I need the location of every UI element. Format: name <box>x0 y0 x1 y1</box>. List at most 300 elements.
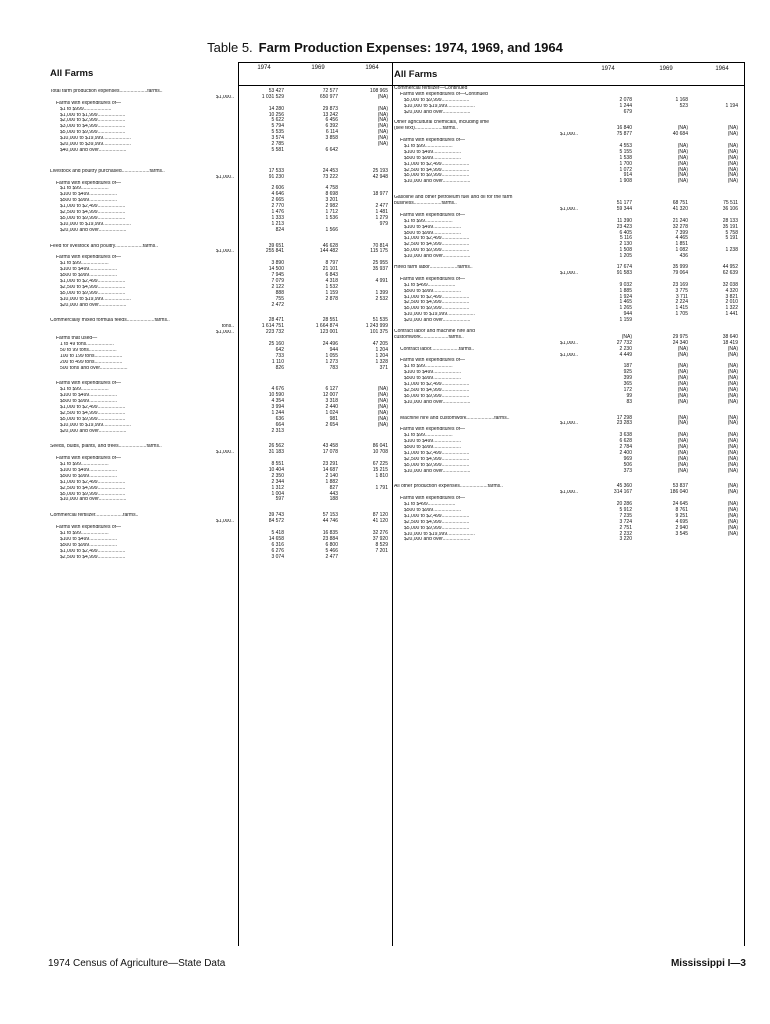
cell-1974: 6 276 <box>271 547 284 554</box>
row-label: $20,000 to $39,999.................... <box>60 142 131 148</box>
cell-1969: 443 <box>329 490 338 497</box>
cell-1974: 4 676 <box>271 386 284 393</box>
row-label: $5,000 to $9,999.................... <box>404 525 470 531</box>
cell-1969: 2 224 <box>675 299 688 306</box>
cell-1974: 5 794 <box>271 123 284 130</box>
cell-1964: (NA) <box>377 129 388 136</box>
cell-1974: 2 344 <box>271 478 284 485</box>
cell-1974: 3 638 <box>619 432 632 439</box>
cell-1974: 17 298 <box>616 414 632 421</box>
cell-1974: 1 244 <box>271 409 284 416</box>
cell-1964: 371 <box>379 364 388 371</box>
row-label: $1,000.. <box>559 490 578 496</box>
row-label: $1,000.. <box>559 352 578 358</box>
cell-1974: 2 230 <box>619 345 632 352</box>
cell-1964: (NA) <box>377 409 388 416</box>
cell-1974: 1 244 <box>619 102 632 109</box>
row-label: $1,000.. <box>559 207 578 213</box>
cell-1969: 23 884 <box>322 535 338 542</box>
left-year-1964: 1964 <box>365 65 379 71</box>
cell-1964: (NA) <box>377 111 388 118</box>
right-year-1964: 1964 <box>715 66 729 72</box>
row-label: Farms with expenditures of— <box>56 100 122 106</box>
cell-1974: 969 <box>623 455 632 462</box>
cell-1964: (NA) <box>727 125 738 132</box>
cell-1964: 28 133 <box>722 217 738 224</box>
cell-1964: 47 205 <box>372 340 388 347</box>
row-label: $5,000 to $9,999.................... <box>60 491 126 497</box>
cell-1969: 1 024 <box>325 409 338 416</box>
cell-1964: (NA) <box>377 117 388 124</box>
cell-1969: 5 466 <box>325 547 338 554</box>
cell-1964: 25 193 <box>372 167 388 174</box>
cell-1974: 506 <box>623 461 632 468</box>
cell-1969: 123 001 <box>319 329 338 336</box>
cell-1969: (NA) <box>677 351 688 358</box>
cell-1969: 8 761 <box>675 507 688 513</box>
cell-1964: 36 106 <box>722 206 738 213</box>
cell-1974: 75 877 <box>616 131 632 138</box>
cell-1969: 68 751 <box>672 200 688 207</box>
cell-1964: 4 320 <box>725 287 738 294</box>
row-label: Feed for livestock and poultry....................farms.. <box>50 243 159 249</box>
row-label: $1 to $999.................... <box>60 106 112 112</box>
cell-1969: 2 440 <box>325 403 338 410</box>
cell-1969: 53 837 <box>672 483 688 490</box>
row-label: $10,000 to $19,999.................... <box>60 296 131 302</box>
cell-1974: 1 072 <box>619 166 632 173</box>
cell-1964: (NA) <box>727 501 738 508</box>
cell-1964: 1 328 <box>375 358 388 365</box>
cell-1964: 37 920 <box>372 535 388 542</box>
cell-1969: 17 078 <box>322 449 338 456</box>
right-year-1974: 1974 <box>601 66 615 72</box>
cell-1974: 1 031 529 <box>261 93 284 100</box>
cell-1969: 1 851 <box>675 241 688 248</box>
row-label: $1,000 to $2,499.................... <box>404 513 470 519</box>
row-label: $2,500 to $4,999.................... <box>404 242 470 248</box>
row-label: $5,000 to $9,999.................... <box>404 248 470 254</box>
row-label: 500 tons and over.................... <box>60 365 128 371</box>
right-rule <box>744 62 745 946</box>
cell-1974: 1 908 <box>619 178 632 185</box>
cell-1969: 6 800 <box>325 541 338 548</box>
row-label: $1,000.. <box>215 330 234 336</box>
cell-1969: (NA) <box>677 369 688 376</box>
cell-1974: 1 700 <box>619 160 632 167</box>
cell-1969: (NA) <box>677 461 688 468</box>
row-label: $500 to $999.................... <box>60 542 117 548</box>
cell-1964: (NA) <box>727 414 738 421</box>
row-label: $2,500 to $4,999.................... <box>60 485 126 491</box>
cell-1964: (NA) <box>727 392 738 399</box>
cell-1964: 5 758 <box>725 229 738 236</box>
cell-1969: 6 127 <box>325 386 338 393</box>
cell-1964: 10 708 <box>372 449 388 456</box>
cell-1964: (NA) <box>727 467 738 474</box>
cell-1964: (NA) <box>727 148 738 155</box>
cell-1969: 1 168 <box>675 96 688 103</box>
cell-1969: 13 242 <box>322 111 338 118</box>
row-label: $10,000 to $19,999.................... <box>404 312 475 318</box>
cell-1964: 86 041 <box>372 443 388 450</box>
cell-1964: (NA) <box>727 154 738 161</box>
cell-1974: 51 177 <box>616 200 632 207</box>
row-label: $1 to $99.................... <box>60 387 109 393</box>
row-label: Farms with expenditures of— <box>400 212 466 218</box>
cell-1964: 979 <box>379 220 388 227</box>
row-label: $1 to $99.................... <box>60 531 109 536</box>
cell-1974: 914 <box>623 172 632 179</box>
cell-1964: 5 191 <box>725 235 738 242</box>
row-label: (see text)....................farms.. <box>394 126 458 132</box>
row-label: $1,000 to $2,499.................... <box>404 294 470 300</box>
row-label: $1,000.. <box>215 249 234 255</box>
cell-1974: 679 <box>623 108 632 115</box>
cell-1964: (NA) <box>727 363 738 370</box>
cell-1974: 26 562 <box>268 443 284 450</box>
cell-1974: 314 167 <box>613 489 632 496</box>
cell-1974: 14 658 <box>268 535 284 542</box>
row-label: 1 to 49 tons.................... <box>60 341 114 347</box>
cell-1964: (NA) <box>377 93 388 100</box>
row-label: $20,000 and over.................... <box>60 428 127 434</box>
row-label: Farms with expenditures of— <box>400 276 466 282</box>
cell-1969: 24 496 <box>322 340 338 347</box>
cell-1974: 1 265 <box>619 305 632 312</box>
row-label: $10,000 and over.................... <box>404 254 471 260</box>
row-label: Farms with expenditures of— <box>400 358 466 364</box>
cell-1969: (NA) <box>677 148 688 155</box>
row-label: Commercially mixed formula feeds....................farms.. <box>50 318 170 324</box>
table-title <box>0 40 770 55</box>
cell-1964: (NA) <box>727 461 738 468</box>
cell-1974: 2 770 <box>271 203 284 210</box>
row-label: business....................farms.. <box>394 201 457 207</box>
cell-1974: 7 235 <box>619 512 632 519</box>
cell-1964: 1 238 <box>725 247 738 254</box>
row-label: $2,000 to $2,999.................... <box>60 118 126 124</box>
row-label: Contract labor....................farms.. <box>400 346 475 352</box>
cell-1974: 888 <box>275 289 284 296</box>
cell-1969: 44 746 <box>322 518 338 525</box>
cell-1974: 5 581 <box>271 146 284 153</box>
cell-1964: (NA) <box>727 380 738 387</box>
row-label: All other production expenses....................farms.. <box>394 484 503 490</box>
right-column-header <box>392 62 744 86</box>
cell-1964: 18 419 <box>722 339 738 346</box>
cell-1969: 46 628 <box>322 242 338 249</box>
cell-1964: 1 279 <box>375 214 388 221</box>
right-table-body <box>392 86 744 543</box>
footer-page: Mississippi I—3 <box>670 958 746 969</box>
row-label: Farms with expenditures of—Continued <box>400 91 488 97</box>
cell-1974: 1 205 <box>619 253 632 260</box>
cell-1964: 32 276 <box>372 530 388 536</box>
cell-1964: (NA) <box>727 420 738 427</box>
cell-1964: 42 948 <box>372 173 388 180</box>
cell-1974: 53 427 <box>268 88 284 94</box>
row-label: $10,000 to $19,999.................... <box>60 221 131 227</box>
cell-1964: (NA) <box>727 524 738 531</box>
cell-1974: 2 751 <box>619 524 632 531</box>
cell-1974: 5 155 <box>619 148 632 155</box>
row-label: $1,000 to $2,499.................... <box>404 381 470 387</box>
cell-1964: 1 399 <box>375 289 388 296</box>
cell-1969: 1 536 <box>325 214 338 221</box>
cell-1964: 2 532 <box>375 295 388 302</box>
cell-1969: 6 843 <box>325 272 338 279</box>
cell-1969: 1 566 <box>325 226 338 233</box>
cell-1969: 1 532 <box>325 283 338 290</box>
cell-1969: 3 201 <box>325 197 338 204</box>
row-label: $10,000 and over.................... <box>404 399 471 405</box>
cell-1974: 4 449 <box>619 351 632 358</box>
cell-1974: 23 283 <box>616 420 632 427</box>
cell-1974: 944 <box>623 311 632 318</box>
cell-1969: 23 291 <box>322 461 338 468</box>
cell-1969: (NA) <box>677 467 688 474</box>
cell-1974: 27 732 <box>616 339 632 346</box>
cell-1969: 3 775 <box>675 287 688 294</box>
row-label: $1,000.. <box>215 519 234 525</box>
cell-1964: 1 791 <box>375 484 388 491</box>
row-label: $1,000 to $2,499.................... <box>404 450 470 456</box>
cell-1974: 14 280 <box>268 105 284 112</box>
cell-1974: 16 840 <box>616 125 632 132</box>
row-label: $10,000 to $19,999.................... <box>404 531 475 537</box>
cell-1964: (NA) <box>727 178 738 185</box>
cell-1974: 59 344 <box>616 206 632 213</box>
row-label: $3,000 to $4,999.................... <box>60 124 126 130</box>
cell-1964: 1 322 <box>725 305 738 312</box>
cell-1974: 84 572 <box>268 518 284 525</box>
cell-1974: 3 220 <box>619 536 632 543</box>
row-label: $2,500 to $4,999.................... <box>404 519 470 525</box>
cell-1964: 15 215 <box>372 466 388 473</box>
row-label: $20,000 and over.................... <box>60 227 127 233</box>
row-label: customwork....................farms.. <box>394 334 464 340</box>
row-label: $500 to $999.................... <box>60 273 117 279</box>
cell-1969: 1 273 <box>325 358 338 365</box>
cell-1964: 101 375 <box>369 329 388 336</box>
cell-1969: (NA) <box>677 449 688 456</box>
cell-1964: 108 965 <box>369 88 388 94</box>
cell-1974: 1 924 <box>619 293 632 300</box>
cell-1969: 21 101 <box>322 266 338 273</box>
cell-1974: 17 533 <box>268 167 284 174</box>
cell-1969: 186 040 <box>669 489 688 496</box>
row-label: $500 to $999.................... <box>404 230 461 236</box>
cell-1964: (NA) <box>727 172 738 179</box>
left-column <box>48 62 392 560</box>
cell-1969: 57 153 <box>322 512 338 519</box>
cell-1964: (NA) <box>727 166 738 173</box>
cell-1974: 5 116 <box>619 235 632 242</box>
right-column <box>392 62 744 543</box>
row-label: $5,000 to $9,999.................... <box>60 416 126 422</box>
cell-1969: 8 797 <box>325 260 338 267</box>
cell-1964: (NA) <box>727 131 738 138</box>
cell-1974: 1 312 <box>271 484 284 491</box>
cell-1974: 824 <box>275 226 284 233</box>
cell-1964: (NA) <box>727 438 738 445</box>
cell-1969: 28 551 <box>322 317 338 324</box>
cell-1974: 1 614 751 <box>261 323 284 330</box>
cell-1974: 28 471 <box>268 317 284 324</box>
row-label: $10,000 and over.................... <box>60 497 127 503</box>
row-label: $2,500 to $4,999.................... <box>404 300 470 306</box>
row-label: $1 to $99.................... <box>60 462 109 468</box>
cell-1974: 2 400 <box>619 449 632 456</box>
row-label: $5,000 to $9,999.................... <box>404 173 470 179</box>
cell-1974: 31 183 <box>268 449 284 456</box>
left-header-label: All Farms <box>50 68 94 79</box>
cell-1969: 6 456 <box>325 117 338 124</box>
cell-1969: 144 482 <box>319 248 338 255</box>
cell-1974: 4 553 <box>619 143 632 150</box>
row-label: Farms with expenditures of— <box>56 255 122 261</box>
cell-1969: (NA) <box>677 398 688 405</box>
cell-1969: 1 159 <box>325 289 338 296</box>
cell-1969: 16 835 <box>322 530 338 536</box>
cell-1969: 2 140 <box>325 472 338 479</box>
center-rule <box>392 62 393 946</box>
cell-1969: 24 645 <box>672 501 688 508</box>
cell-1974: (NA) <box>621 333 632 340</box>
cell-1969: 2 940 <box>675 524 688 531</box>
cell-1969: 1 705 <box>675 311 688 318</box>
cell-1974: 20 286 <box>616 501 632 508</box>
cell-1969: 944 <box>329 346 338 353</box>
row-label: $1,000.. <box>559 132 578 138</box>
cell-1974: 664 <box>275 421 284 428</box>
cell-1974: 3 724 <box>619 518 632 525</box>
cell-1969: 40 684 <box>672 131 688 138</box>
cell-1964: (NA) <box>727 143 738 150</box>
row-label: $1 to $99.................... <box>404 218 453 224</box>
cell-1974: 2 784 <box>619 443 632 450</box>
cell-1974: 3 574 <box>271 135 284 142</box>
cell-1974: 3 074 <box>271 553 284 560</box>
cell-1974: 365 <box>623 380 632 387</box>
cell-1974: 826 <box>275 364 284 371</box>
row-label: $1,000.. <box>559 270 578 276</box>
row-label: Contract labor and machine hire and <box>394 328 475 334</box>
row-label: $1,000 to $2,499.................... <box>404 236 470 242</box>
row-label: $1,000 to $2,499.................... <box>404 161 470 167</box>
cell-1969: (NA) <box>677 380 688 387</box>
row-label: Farms with expenditures of— <box>400 427 466 433</box>
cell-1974: 4 646 <box>271 191 284 198</box>
cell-1969: 6 642 <box>325 146 338 153</box>
cell-1964: 2 477 <box>375 203 388 210</box>
cell-1969: (NA) <box>677 455 688 462</box>
cell-1974: 5 418 <box>271 530 284 536</box>
cell-1974: 2 078 <box>619 96 632 103</box>
cell-1969: 523 <box>679 102 688 109</box>
cell-1974: 1 004 <box>271 490 284 497</box>
footer-source: 1974 Census of Agriculture—State Data <box>48 958 226 969</box>
cell-1964: 1 441 <box>725 311 738 318</box>
row-label: Farms with expenditures of— <box>400 496 466 502</box>
row-label: Farms with expenditures of— <box>56 525 122 531</box>
cell-1974: 2 350 <box>271 472 284 479</box>
row-label: $1,000.. <box>215 94 234 100</box>
row-label: $500 to $999.................... <box>60 198 117 204</box>
cell-1974: 25 160 <box>268 340 284 347</box>
row-label: $1,000 to $2,499.................... <box>60 404 126 410</box>
cell-1964: (NA) <box>377 392 388 399</box>
row-label: 200 to 499 tons.................... <box>60 359 123 365</box>
row-label: $1 to $99.................... <box>404 433 453 439</box>
row-label: $2,500 to $4,999.................... <box>60 554 126 560</box>
table-title-text: Farm Production Expenses: 1974, 1969, and 1964 <box>258 40 563 55</box>
cell-1964: 115 175 <box>370 248 388 255</box>
row-label: $2,500 to $4,999.................... <box>404 456 470 462</box>
cell-1969: 188 <box>329 496 338 503</box>
cell-1964: (NA) <box>727 507 738 513</box>
row-label: $40,000 and over.................... <box>60 147 127 153</box>
cell-1974: 399 <box>623 375 632 382</box>
cell-1964: (NA) <box>377 105 388 112</box>
cell-1969: (NA) <box>677 166 688 173</box>
row-label: $1 to $499.................... <box>404 282 456 288</box>
cell-1964: (NA) <box>377 141 388 148</box>
cell-1974: 2 122 <box>271 283 284 290</box>
row-label: Farms with expenditures of— <box>56 180 122 186</box>
cell-1964: (NA) <box>727 483 738 490</box>
cell-1974: 597 <box>275 496 284 503</box>
cell-1969: 24 453 <box>322 167 338 174</box>
cell-1969: (NA) <box>677 143 688 150</box>
row-label: Seeds, bulbs, plants, and trees....................farms.. <box>50 444 162 450</box>
cell-1969: (NA) <box>677 414 688 421</box>
cell-1964: 18 977 <box>372 191 388 198</box>
cell-1974: 45 360 <box>616 483 632 490</box>
cell-1974: 1 508 <box>619 247 632 254</box>
cell-1974: 6 405 <box>619 229 632 236</box>
row-label: $10,000 to $19,999.................... <box>60 136 131 142</box>
cell-1974: 5 535 <box>271 129 284 136</box>
cell-1974: 83 <box>626 398 632 405</box>
row-label: $1 to $99.................... <box>404 144 453 150</box>
cell-1974: 1 333 <box>271 214 284 221</box>
cell-1969: 3 711 <box>675 293 688 300</box>
table-row <box>48 555 392 561</box>
cell-1964: (NA) <box>727 369 738 376</box>
row-label: Gasoline and other petroleum fuel and oil for the farm <box>394 195 513 201</box>
row-label: $100 to $499.................... <box>404 224 461 230</box>
cell-1964: 35 191 <box>722 223 738 230</box>
cell-1974: 2 785 <box>271 141 284 148</box>
row-label: $1,000.. <box>559 421 578 427</box>
cell-1964: (NA) <box>727 530 738 537</box>
row-label: Farms that used— <box>56 336 98 342</box>
column-rule <box>238 62 239 946</box>
cell-1964: 51 535 <box>372 317 388 324</box>
cell-1969: 3 858 <box>325 135 338 142</box>
cell-1974: 8 551 <box>271 461 284 468</box>
cell-1969: 7 399 <box>675 229 688 236</box>
cell-1969: (NA) <box>677 392 688 399</box>
cell-1974: 9 032 <box>619 281 632 288</box>
row-label: $2,500 to $4,999.................... <box>60 410 126 416</box>
cell-1969: 79 064 <box>672 269 688 276</box>
cell-1964: (NA) <box>377 386 388 393</box>
row-label: $20,000 and over.................... <box>404 109 471 115</box>
cell-1964: (NA) <box>727 386 738 393</box>
